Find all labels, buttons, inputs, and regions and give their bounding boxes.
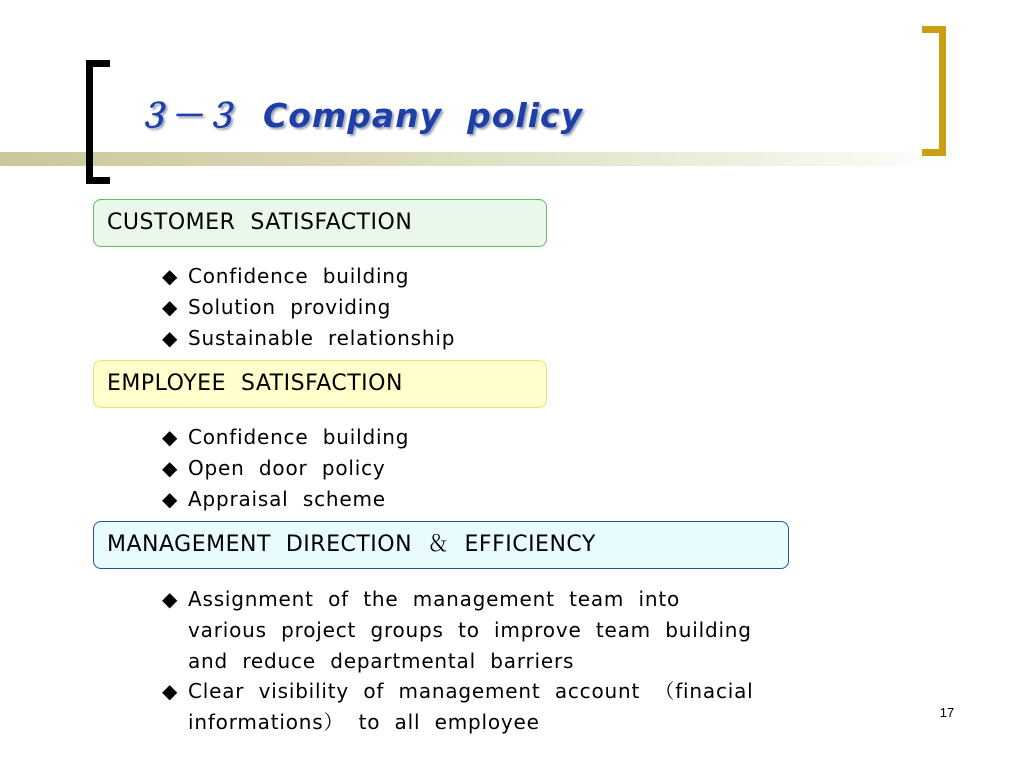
list-item-line: Clear visibility of management account （finacial xyxy=(188,679,754,704)
list-item-text: Confidence building xyxy=(188,425,410,449)
diamond-bullet-icon: ◆ xyxy=(162,587,179,611)
diamond-bullet-icon: ◆ xyxy=(162,425,179,449)
list-item-text: Appraisal scheme xyxy=(188,486,386,511)
diamond-bullet-icon: ◆ xyxy=(162,325,179,350)
list-item-line: Assignment of the management team into xyxy=(188,587,680,611)
title-underline-band xyxy=(0,152,960,166)
list-item xyxy=(162,422,409,453)
section-heading-customer-satisfaction: CUSTOMER SATISFACTION xyxy=(93,199,547,247)
diamond-bullet-icon: ◆ xyxy=(162,679,179,704)
list-item xyxy=(162,292,455,323)
right-bracket-decoration xyxy=(922,26,946,156)
slide-title: ３－３ Company policy xyxy=(136,96,584,135)
list-item xyxy=(162,584,862,676)
list-item-text: Sustainable relationship xyxy=(188,325,456,350)
diamond-bullet-icon: ◆ xyxy=(162,455,179,480)
list-item xyxy=(162,484,409,515)
list-item xyxy=(162,323,455,354)
list-item xyxy=(162,261,455,292)
employee-satisfaction-list xyxy=(162,422,409,514)
list-item-text: Open door policy xyxy=(188,455,386,480)
list-item-text: Confidence building xyxy=(188,264,410,288)
customer-satisfaction-list xyxy=(162,261,455,353)
list-item-line: informations） to all employee xyxy=(188,710,540,735)
section-heading-management-direction: MANAGEMENT DIRECTION ＆ EFFICIENCY xyxy=(93,521,789,569)
page-number: 17 xyxy=(939,705,955,720)
diamond-bullet-icon: ◆ xyxy=(162,294,179,319)
section-heading-employee-satisfaction: EMPLOYEE SATISFACTION xyxy=(93,360,547,408)
list-item xyxy=(162,676,862,738)
diamond-bullet-icon: ◆ xyxy=(162,264,179,288)
list-item-text xyxy=(188,584,752,676)
list-item-line: and reduce departmental barriers xyxy=(188,648,575,673)
left-bracket-decoration xyxy=(86,60,110,184)
list-item-text: Solution providing xyxy=(188,294,392,319)
diamond-bullet-icon: ◆ xyxy=(162,486,179,511)
list-item-text xyxy=(188,676,754,738)
management-direction-list xyxy=(162,584,862,738)
list-item-line: various project groups to improve team building xyxy=(188,617,752,642)
list-item xyxy=(162,453,409,484)
